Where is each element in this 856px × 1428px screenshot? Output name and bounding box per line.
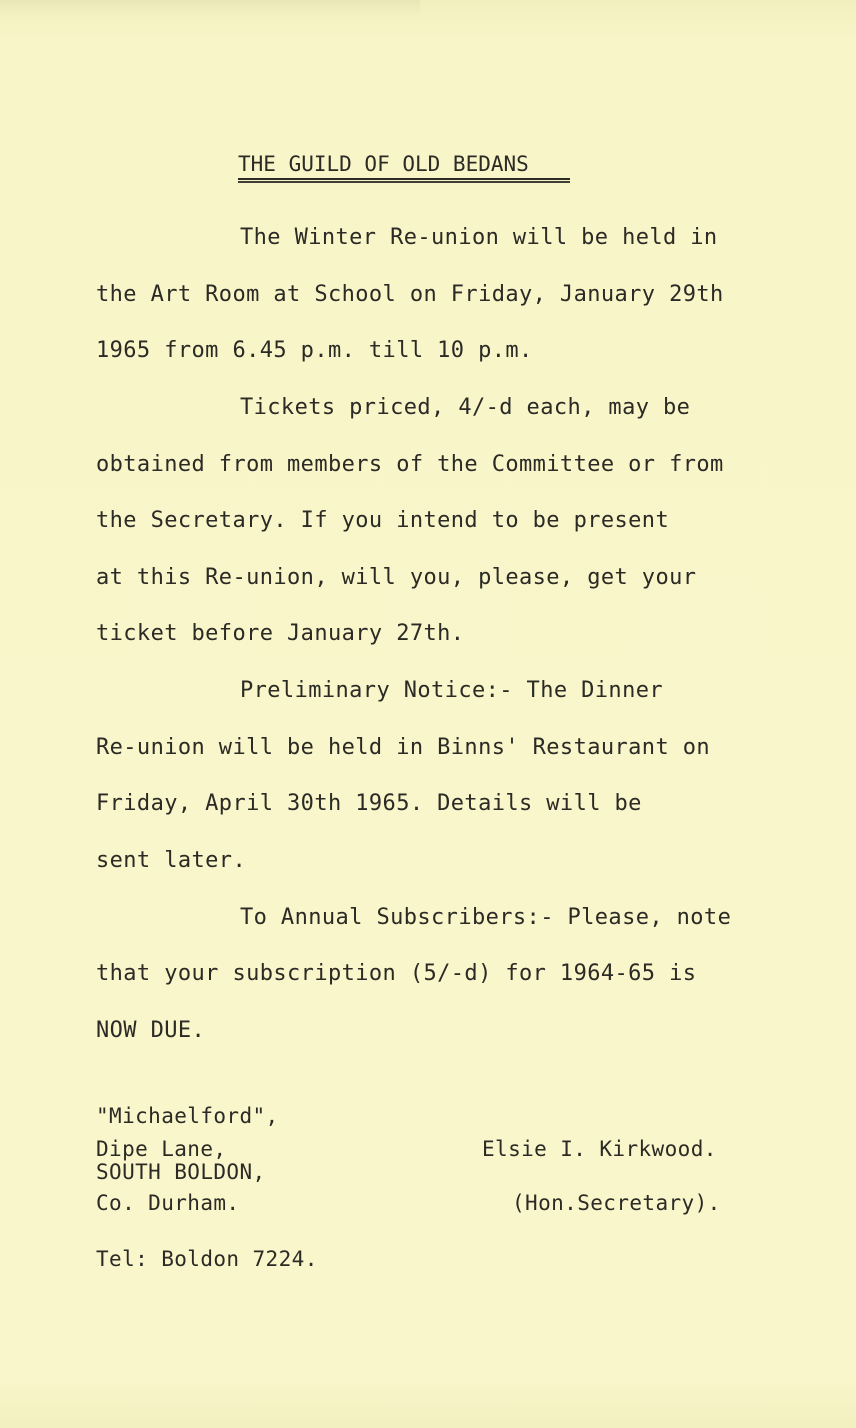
body-line-5: obtained from members of the Committee or from — [96, 452, 724, 477]
body-line-11: Friday, April 30th 1965. Details will be — [96, 791, 642, 816]
address-line-2: Dipe Lane, — [96, 1137, 227, 1161]
title-underline-second — [238, 181, 570, 183]
body-line-3: 1965 from 6.45 p.m. till 10 p.m. — [96, 338, 533, 363]
telephone-line: Tel: Boldon 7224. — [96, 1247, 318, 1271]
body-line-8: ticket before January 27th. — [96, 621, 465, 646]
address-line-1: "Michaelford", — [96, 1104, 279, 1128]
body-line-14: that your subscription (5/-d) for 1964-65 is — [96, 961, 697, 986]
body-line-13: To Annual Subscribers:- Please, note — [240, 905, 732, 930]
body-line-7: at this Re-union, will you, please, get your — [96, 565, 697, 590]
body-line-4: Tickets priced, 4/-d each, may be — [240, 395, 691, 420]
signature-name: Elsie I. Kirkwood. — [482, 1137, 717, 1161]
address-line-4: Co. Durham. — [96, 1191, 240, 1215]
document-title: THE GUILD OF OLD BEDANS — [238, 152, 529, 176]
address-line-3: SOUTH BOLDON, — [96, 1160, 266, 1184]
signature-role: (Hon.Secretary). — [512, 1191, 721, 1215]
body-line-1: The Winter Re-union will be held in — [240, 225, 718, 250]
body-line-15: NOW DUE. — [96, 1018, 206, 1043]
title-underline — [238, 178, 570, 180]
body-line-9: Preliminary Notice:- The Dinner — [240, 678, 663, 703]
body-line-6: the Secretary. If you intend to be present — [96, 508, 670, 533]
body-line-10: Re-union will be held in Binns' Restaurant on — [96, 735, 711, 760]
body-line-2: the Art Room at School on Friday, January 29th — [96, 282, 724, 307]
body-line-12: sent later. — [96, 848, 247, 873]
scan-edge — [0, 0, 420, 16]
